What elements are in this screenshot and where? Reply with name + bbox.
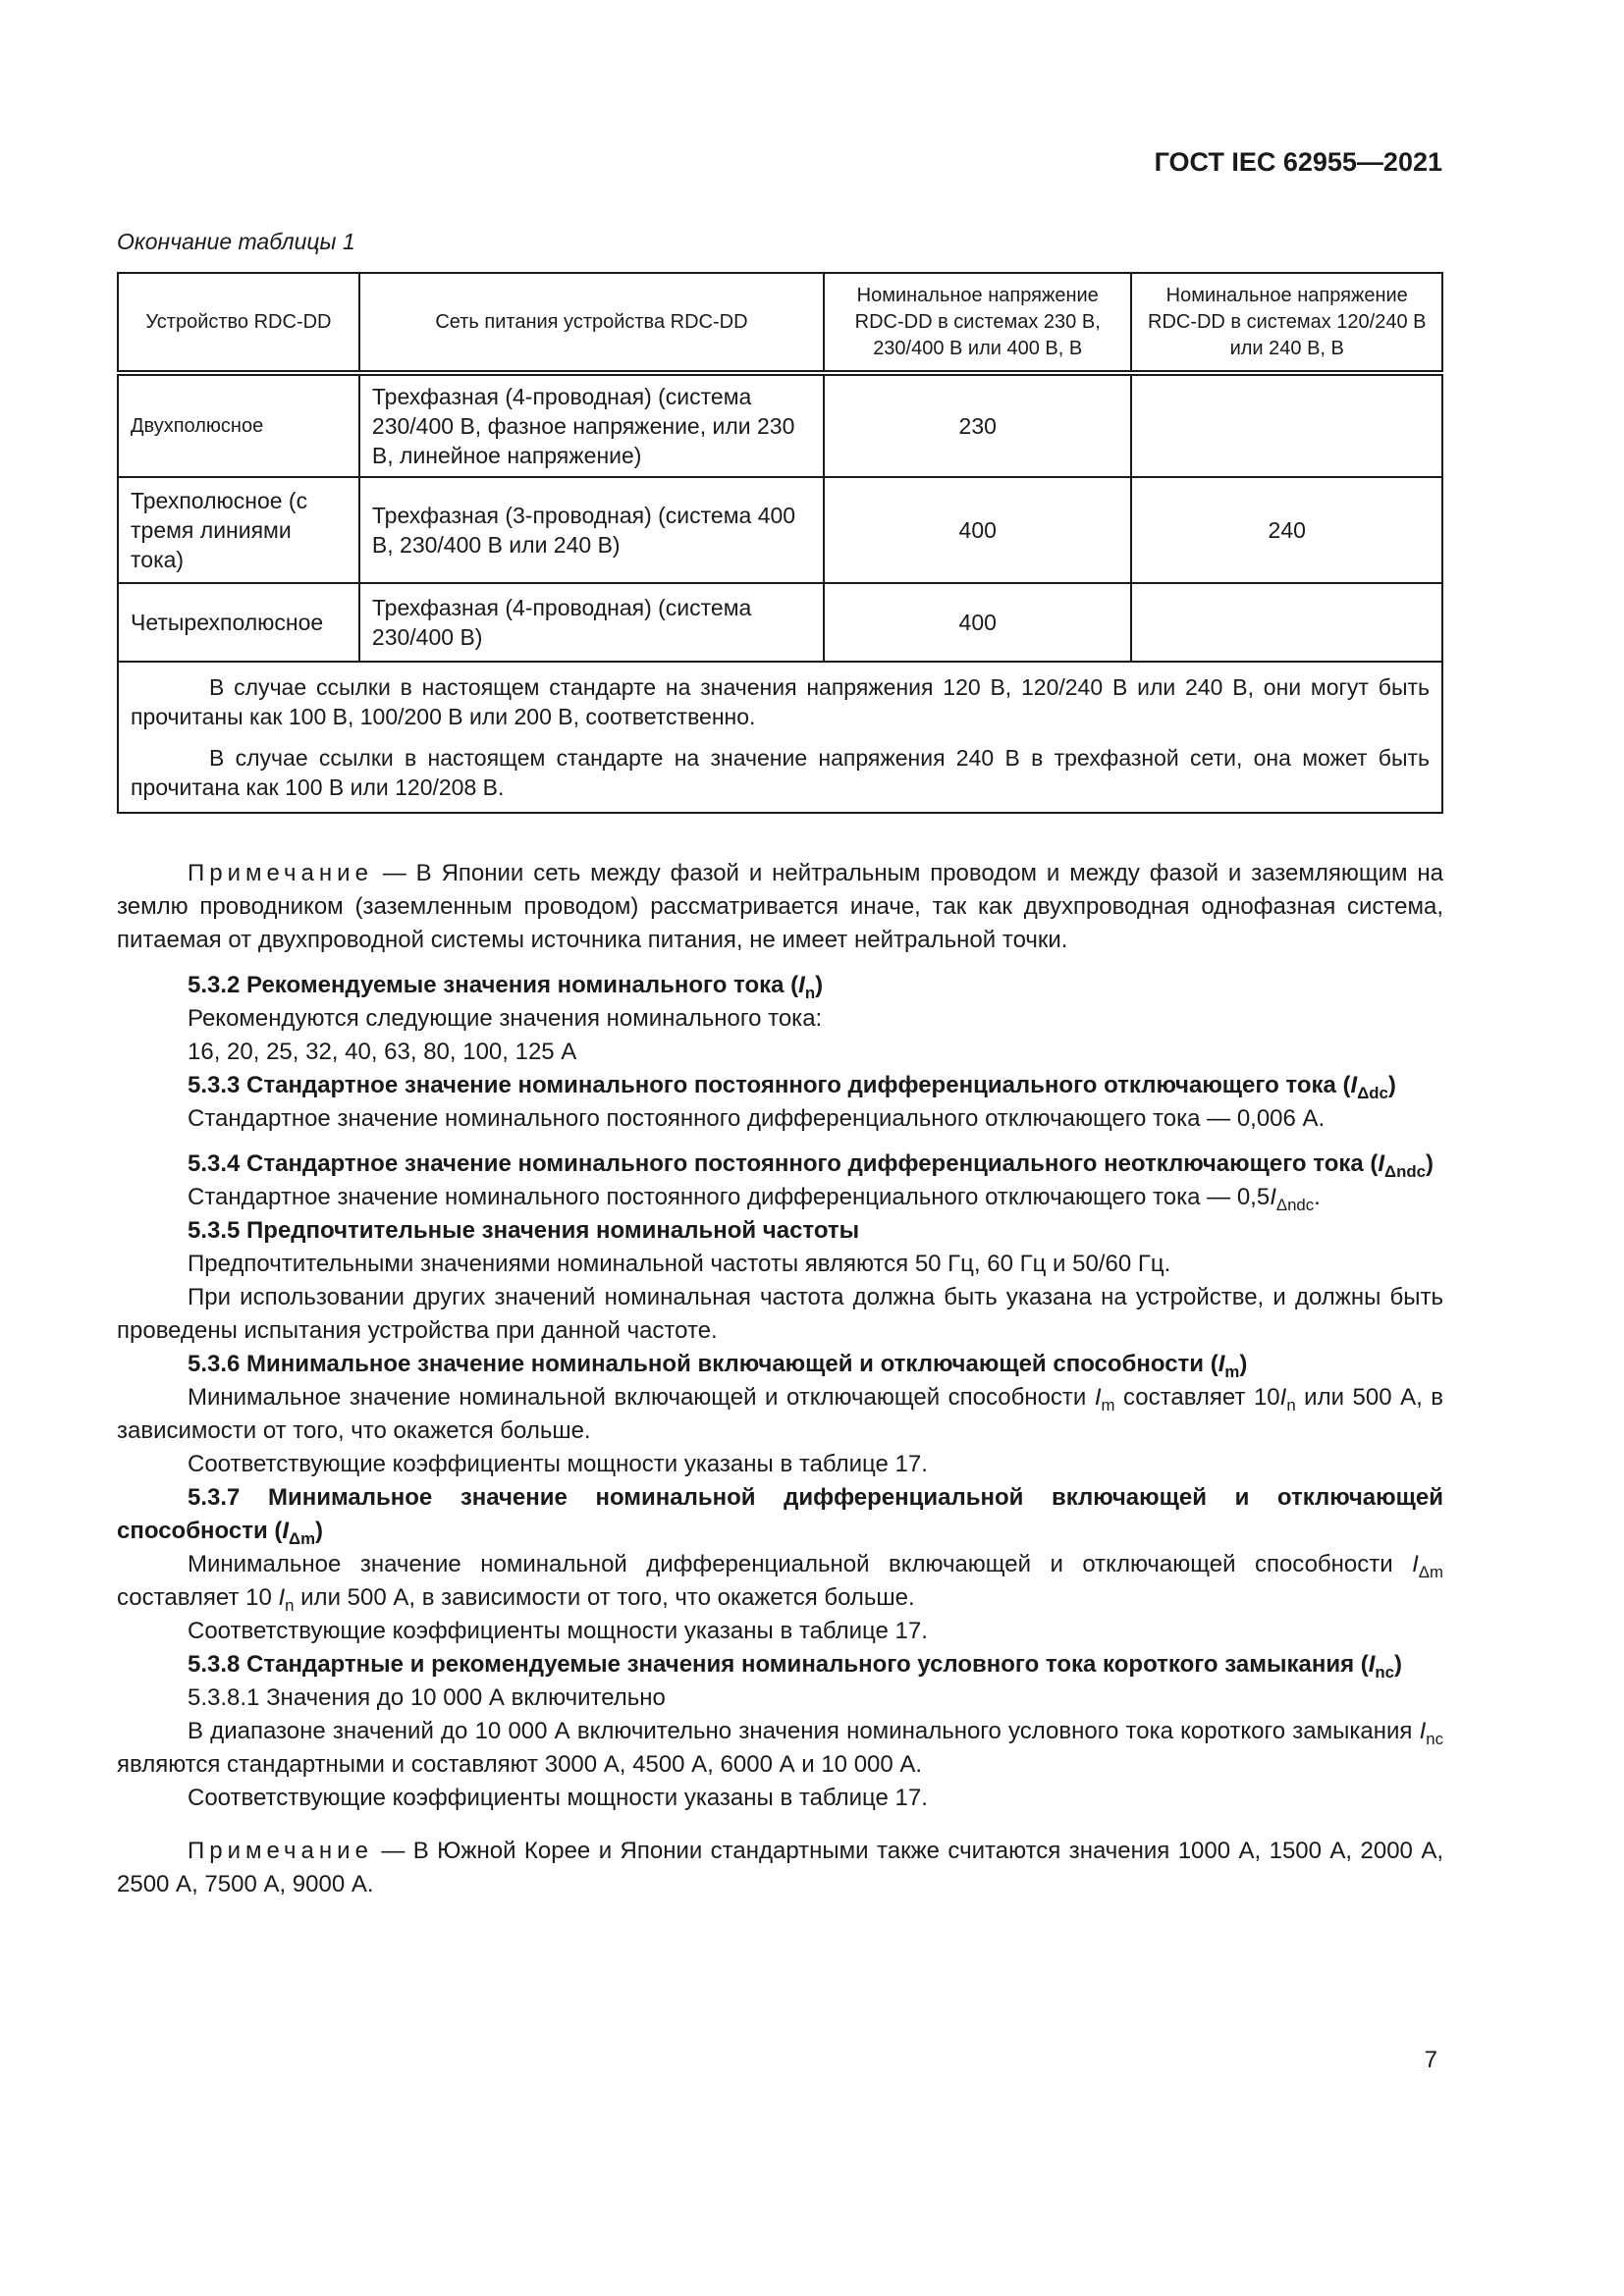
note-text: — В Южной Корее и Японии стандартными также считаются значения 1000 А, 1500 А, 2000 А, 2500 А, 7500 А, 9000 А. <box>117 1838 1443 1897</box>
table-caption: Окончание таблицы 1 <box>117 229 355 254</box>
section-heading-5-3-2 <box>117 969 1443 1002</box>
symbol: I <box>282 1518 290 1544</box>
section-heading-5-3-6 <box>117 1348 1443 1381</box>
symbol: I <box>1412 1551 1419 1577</box>
heading-text: 5.3.6 Минимальное значение номинальной включающей и отключающей способности ( <box>188 1351 1218 1377</box>
cell-device: Трехполюсное (с тремя линиями тока) <box>118 477 359 583</box>
paragraph: Стандартное значение номинального постоянного дифференциального отключающего тока — 0,006 А. <box>188 1105 1326 1132</box>
symbol: I <box>1368 1651 1376 1678</box>
table-row <box>118 583 1442 662</box>
section-heading-5-3-7 <box>117 1481 1443 1548</box>
symbol: I <box>1094 1384 1102 1411</box>
symbol: I <box>1419 1718 1427 1744</box>
paragraph-end: . <box>1314 1184 1321 1210</box>
cell-voltage-120 <box>1131 373 1442 477</box>
paragraph-text: В диапазоне значений до 10 000 А включительно значения номинального условного тока короткого замыкания <box>188 1718 1420 1744</box>
paragraph-text: являются стандартными и составляют 3000 А, 4500 А, 6000 А и 10 000 А. <box>117 1751 923 1778</box>
heading-close: ) <box>815 972 824 998</box>
paragraph-text: Минимальное значение номинальной включающей и отключающей способности <box>188 1384 1095 1411</box>
heading-text: 5.3.4 Стандартное значение номинального постоянного дифференциального неотключающего тока ( <box>188 1150 1379 1177</box>
paragraph <box>117 1181 1443 1214</box>
col-header-voltage-230: Номинальное напряжение RDC-DD в системах 230 В, 230/400 В или 400 В, В <box>824 273 1132 373</box>
symbol: I <box>1350 1072 1358 1098</box>
paragraph-text: или 500 А, в зависимости от того, что окажется больше. <box>117 1384 1443 1444</box>
paragraph: При использовании других значений номинальная частота должна быть указана на устройстве, и должны быть проведены испытания устройства при данной частоте. <box>117 1284 1443 1344</box>
paragraph: Соответствующие коэффициенты мощности указаны в таблице 17. <box>188 1451 928 1477</box>
paragraph-text: составляет 10 <box>1114 1384 1280 1411</box>
cell-voltage-230: 400 <box>824 477 1132 583</box>
col-header-voltage-120: Номинальное напряжение RDC-DD в системах 120/240 В или 240 В, В <box>1131 273 1442 373</box>
heading-text: 5.3.7 Минимальное значение номинальной дифференциальной включающей и отключающей способности ( <box>117 1484 1443 1544</box>
heading-text: 5.3.3 Стандартное значение номинального постоянного дифференциального отключающего тока ( <box>188 1072 1351 1098</box>
note-label: Примечание <box>188 1838 373 1864</box>
subscript: nc <box>1375 1663 1394 1682</box>
table-note: В случае ссылки в настоящем стандарте на значение напряжения 240 В в трехфазной сети, она может быть прочитана как 100 В или 120/208 В. <box>131 745 1430 800</box>
heading-text: 5.3.2 Рекомендуемые значения номинального тока ( <box>188 972 799 998</box>
heading-text: 5.3.8 Стандартные и рекомендуемые значения номинального условного тока короткого замыкания ( <box>188 1651 1369 1678</box>
table-header-row <box>118 273 1442 373</box>
col-header-network: Сеть питания устройства RDC-DD <box>359 273 824 373</box>
cell-voltage-230: 400 <box>824 583 1132 662</box>
symbol: I <box>798 972 805 998</box>
paragraph: Соответствующие коэффициенты мощности указаны в таблице 17. <box>188 1618 928 1644</box>
paragraph: Предпочтительными значениями номинальной частоты являются 50 Гц, 60 Гц и 50/60 Гц. <box>188 1251 1171 1277</box>
heading-close: ) <box>315 1518 324 1544</box>
paragraph: Рекомендуются следующие значения номинального тока: <box>188 1005 823 1032</box>
document-id: ГОСТ IEC 62955—2021 <box>1154 147 1442 177</box>
paragraph: Соответствующие коэффициенты мощности указаны в таблице 17. <box>188 1785 928 1811</box>
heading-close: ) <box>1425 1150 1434 1177</box>
section-heading-5-3-5: 5.3.5 Предпочтительные значения номинальной частоты <box>188 1217 860 1244</box>
paragraph-text: Стандартное значение номинального постоянного дифференциального отключающего тока — 0,5 <box>188 1184 1271 1210</box>
table-row <box>118 477 1442 583</box>
note-label: Примечание <box>188 860 373 886</box>
subscript: Δm <box>1418 1563 1443 1581</box>
section-heading-5-3-8 <box>117 1648 1443 1682</box>
cell-voltage-120: 240 <box>1131 477 1442 583</box>
paragraph-text: Минимальное значение номинальной дифференциальной включающей и отключающей способности <box>188 1551 1413 1577</box>
cell-network: Трехфазная (4-проводная) (система 230/400 В, фазное напряжение, или 230 В, линейное напряжение) <box>359 373 824 477</box>
heading-close: ) <box>1387 1072 1396 1098</box>
symbol: I <box>1270 1184 1276 1210</box>
subsection-title-5-3-8-1: 5.3.8.1 Значения до 10 000 А включительно <box>188 1684 666 1711</box>
document-body <box>117 857 1443 1901</box>
note-paragraph <box>117 1835 1443 1901</box>
cell-voltage-120 <box>1131 583 1442 662</box>
paragraph: 16, 20, 25, 32, 40, 63, 80, 100, 125 А <box>188 1039 577 1065</box>
table-notes <box>118 662 1442 813</box>
subscript: m <box>1101 1396 1115 1415</box>
paragraph <box>117 1548 1443 1615</box>
heading-close: ) <box>1394 1651 1402 1678</box>
note-text: — В Японии сеть между фазой и нейтральным проводом и между фазой и заземляющим на землю проводником (заземленным проводом) рассматривается иначе, так как двухпроводная однофазная система, питаемая от двухпроводной системы источника питания, не имеет нейтральной точки. <box>117 860 1443 953</box>
subscript: Δndc <box>1275 1196 1315 1214</box>
subscript: Δndc <box>1384 1162 1426 1181</box>
cell-device: Двухполюсное <box>118 373 359 477</box>
paragraph-text: или 500 А, в зависимости от того, что окажется больше. <box>294 1584 915 1611</box>
symbol: I <box>278 1584 286 1611</box>
cell-voltage-230: 230 <box>824 373 1132 477</box>
subscript: Δm <box>289 1529 316 1548</box>
symbol: I <box>1279 1384 1287 1411</box>
section-heading-5-3-4 <box>117 1148 1443 1181</box>
symbol: I <box>1378 1150 1385 1177</box>
subscript: n <box>285 1596 295 1615</box>
voltage-table <box>117 272 1443 814</box>
subscript: m <box>1224 1362 1240 1381</box>
paragraph <box>117 1381 1443 1448</box>
subscript: n <box>804 984 816 1002</box>
paragraph-text: составляет 10 <box>117 1584 279 1611</box>
section-heading-5-3-3 <box>117 1069 1443 1102</box>
table-notes-row <box>118 662 1442 813</box>
cell-network: Трехфазная (3-проводная) (система 400 В, 230/400 В или 240 В) <box>359 477 824 583</box>
col-header-device: Устройство RDC-DD <box>118 273 359 373</box>
note-paragraph <box>117 857 1443 957</box>
cell-network: Трехфазная (4-проводная) (система 230/400 В) <box>359 583 824 662</box>
symbol: I <box>1218 1351 1225 1377</box>
subscript: Δdc <box>1357 1084 1388 1102</box>
table-row <box>118 373 1442 477</box>
subscript: n <box>1286 1396 1296 1415</box>
table-note: В случае ссылки в настоящем стандарте на значения напряжения 120 В, 120/240 В или 240 В, они могут быть прочитаны как 100 В, 100/200 В или 200 В, соответственно. <box>131 674 1430 729</box>
heading-close: ) <box>1239 1351 1248 1377</box>
paragraph <box>117 1715 1443 1782</box>
cell-device: Четырехполюсное <box>118 583 359 662</box>
page-number: 7 <box>1424 2047 1437 2073</box>
subscript: nc <box>1426 1730 1443 1748</box>
